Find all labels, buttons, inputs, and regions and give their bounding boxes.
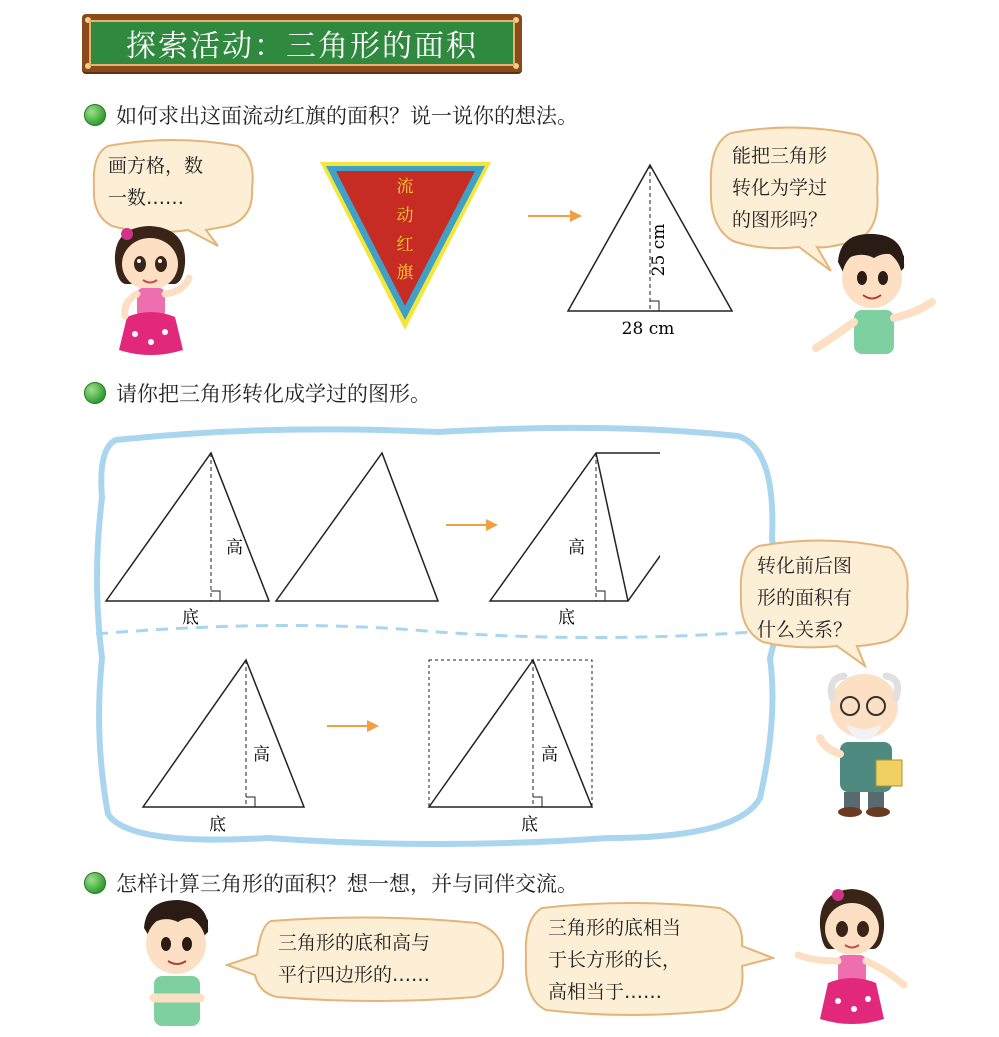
question-1 [84, 100, 578, 130]
question-2 [84, 378, 431, 408]
arrow-right-icon [327, 720, 379, 732]
arrow-right-icon [446, 519, 498, 531]
bubble-grandpa-text: 转化前后图 形的面积有 什么关系？ [757, 555, 853, 641]
bubble-boy-2-text: 三角形的底和高与 平行四边形的…… [278, 932, 431, 986]
triangle-a [106, 453, 269, 628]
base-label: 28 cm [621, 319, 675, 339]
boy-character-icon [132, 898, 222, 1033]
bubble-boy-1-text: 能把三角形 转化为学过 的图形吗？ [732, 145, 828, 231]
flag-char: 动 [396, 206, 414, 226]
rectangle-with-triangle [429, 660, 592, 835]
page-title: 探索活动：三角形的面积 [89, 20, 515, 66]
green-bullet-icon [84, 872, 106, 894]
girl-character-icon [105, 222, 200, 367]
flag-char: 流 [396, 177, 414, 197]
flag-char: 红 [396, 235, 414, 255]
triangle-to-rectangle-diagram [135, 652, 605, 837]
bubble-girl-1-text: 画方格，数 一数…… [108, 155, 204, 209]
green-bullet-icon [84, 382, 106, 404]
height-label: 25 cm [649, 223, 669, 277]
grandpa-character-icon [810, 668, 920, 818]
question-3 [84, 868, 578, 898]
flag-char: 旗 [396, 263, 414, 283]
question-3-text: 怎样计算三角形的面积？想一想，并与同伴交流。 [116, 872, 578, 896]
red-flag-banner [318, 158, 493, 333]
triangle-c [143, 660, 304, 835]
question-2-text: 请你把三角形转化成学过的图形。 [116, 382, 431, 406]
title-board [82, 14, 522, 72]
triangle-b [276, 453, 438, 601]
bubble-girl-2-text: 三角形的底相当 于长方形的长， 高相当于…… [548, 917, 682, 1003]
boy-character-icon [808, 232, 943, 362]
height-label: 高 [253, 745, 270, 765]
height-label: 高 [541, 745, 558, 765]
height-label: 高 [226, 538, 243, 558]
girl-character-icon [790, 885, 910, 1033]
base-label: 底 [209, 815, 226, 835]
green-bullet-icon [84, 104, 106, 126]
parallelogram [490, 453, 660, 628]
base-label: 底 [521, 815, 538, 835]
base-label: 底 [558, 608, 575, 628]
base-label: 底 [182, 608, 199, 628]
question-1-text: 如何求出这面流动红旗的面积？说一说你的想法。 [116, 104, 578, 128]
triangle-to-parallelogram-diagram [100, 445, 660, 635]
height-label: 高 [568, 538, 585, 558]
